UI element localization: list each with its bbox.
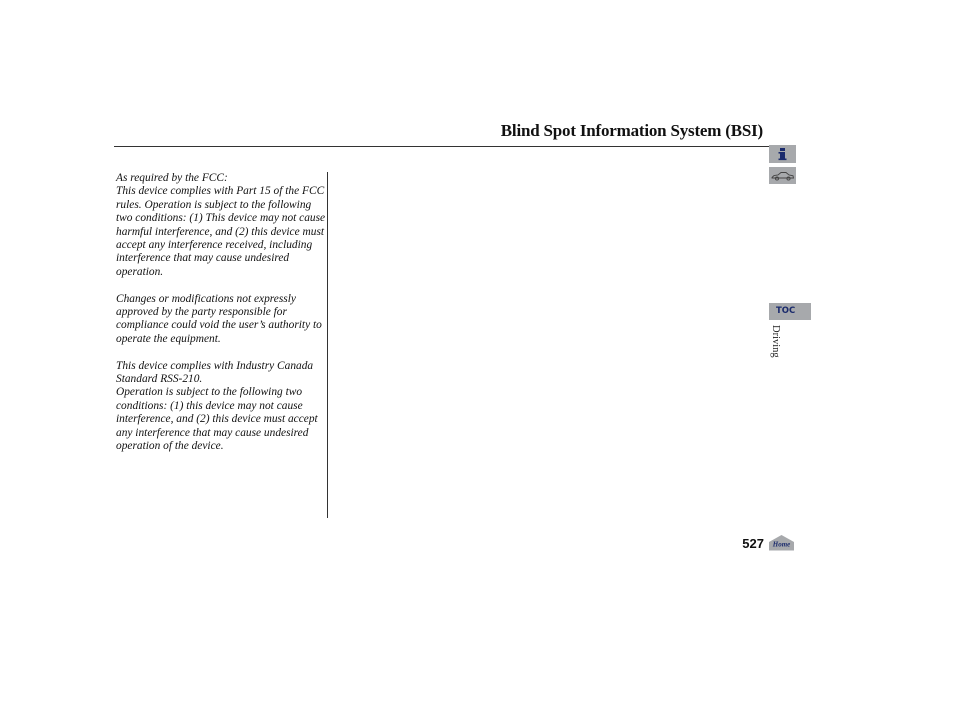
page-title: Blind Spot Information System (BSI) (500, 121, 763, 140)
info-icon (769, 145, 796, 163)
car-icon (769, 167, 796, 184)
home-label: Home (772, 540, 791, 549)
info-tab-button[interactable] (769, 145, 796, 163)
toc-button[interactable]: TOC (769, 303, 811, 320)
page-number: 527 (742, 536, 764, 551)
fcc-paragraph: As required by the FCC: This device complies with Part 15 of the FCC rules. Operation is subject to the following two conditions: (1) This device may not cause harmful interference, and (2) this device must accept any interference received, including interference that may cause undesired operation. (116, 172, 326, 278)
modifications-paragraph: Changes or modifications not expressly approved by the party responsible for compliance could void the user’s authority to operate the equipment. (116, 292, 322, 345)
section-label: Driving (770, 325, 781, 358)
body-column (116, 172, 326, 467)
header-rule (114, 146, 795, 147)
home-icon (768, 534, 795, 551)
home-button[interactable] (768, 534, 795, 551)
column-divider (327, 172, 328, 518)
industry-canada-paragraph: This device complies with Industry Canada Standard RSS-210. Operation is subject to the following two conditions: (1) this device may not cause interference, and (2) this device must accept any interference that may cause undesired operation of the device. (116, 359, 318, 453)
vehicle-tab-button[interactable] (769, 167, 796, 184)
